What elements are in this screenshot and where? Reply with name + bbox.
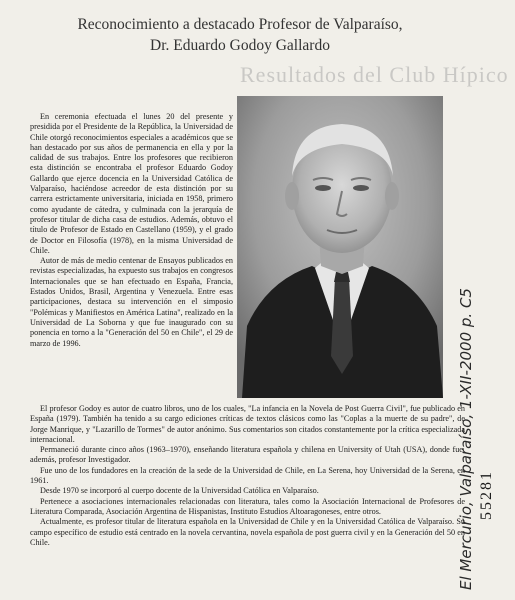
- paragraph: El profesor Godoy es autor de cuatro libros, uno de los cuales, "La infancia en la Novela de Post Guerra Civil", fue publicado en España (1979). También ha tenido a su cargo ediciones críticas de textos clásicos como las "Coplas a la muerte de su padre", de Jorge Manrique, y "Lazarillo de Tormes" de autor anónimo. Sus comentarios son citados constantemente por la crítica especializada internacional.: [30, 404, 465, 444]
- portrait-illustration: [237, 96, 443, 398]
- article-body-full-width: [30, 404, 465, 548]
- bleed-through-headline: Resultados del Club Hípico: [240, 62, 509, 87]
- article-title: [40, 14, 440, 56]
- paragraph: Permaneció durante cinco años (1963–1970), enseñando literatura española y chilena en University of Utah (USA), donde fue, además, profesor Investigador.: [30, 445, 465, 465]
- catalog-number: 55281: [478, 470, 495, 520]
- title-line-1: Reconocimiento a destacado Profesor de Valparaíso,: [77, 16, 403, 33]
- article-column-left: [30, 112, 233, 349]
- portrait-photo: [237, 96, 443, 398]
- paragraph: Fue uno de los fundadores en la creación de la sede de la Universidad de Chile, en La Serena, hoy Universidad de la Serena, en 1961.: [30, 465, 465, 486]
- handwritten-annotation: [455, 210, 515, 600]
- title-line-2: Dr. Eduardo Godoy Gallardo: [150, 37, 330, 54]
- paragraph: Desde 1970 se incorporó al cuerpo docente de la Universidad Católica en Valparaíso.: [40, 486, 319, 496]
- paragraph: Pertenece a asociaciones internacionales relacionadas con literatura, tales como la Asociación Internacional de Profesores de Literatura Comparada, Asociación Argentina de Hispanistas, Instituto Estudios Altoaragoneses, entre otros.: [30, 496, 465, 516]
- paragraph: Actualmente, es profesor titular de literatura española en la Universidad de Chile y en la Universidad Católica de Valparaíso. Su campo específico de estudio está centrado en la novela cervantina, novela española de post guerra civil y en la Generación del 50 en Chile.: [30, 517, 465, 547]
- paragraph: En ceremonia efectuada el lunes 20 del presente y presidida por el Presidente de la República, la Universidad de Chile otorgó reconocimientos especiales a académicos que se han destacado por sus años de permanencia en ella y por la calidad de sus trabajos. Entre los profesores que recibieron esta distinción se encontraba el profesor Eduardo Godoy Gallardo que ejerce docencia en la Universidad Católica de Valparaíso, haciéndose acreedor de esta distinción por su carrera estrictamente universitaria, iniciada en 1958, primero como ayudante de cátedra, y culminada con la jerarquía de profesor titular de dicha casa de estudios. Además, obtuvo el título de Profesor de Estado en Castellano (1959), y el grado de Doctor en Filosofía (1978), en la misma Universidad de Chile.: [30, 112, 233, 255]
- source-citation: El Mercurio, Valparaíso, 1-XII-2000 p. C5: [457, 288, 475, 590]
- paragraph: Autor de más de medio centenar de Ensayos publicados en revistas especializadas, ha expuesto sus trabajos en congresos Internacionales que se han efectuado en España, Francia, Estados Unidos, Brasil, Argentina y Venezuela. Entre esas participaciones, destaca su intervención en el simposio "Polémicas y Manifiestos en América Latina", realizado en la Universidad de La Soborna y que fue inaugurado con su ponencia en torno a la "Generación del 50 en Chile", el 29 de marzo de 1996.: [30, 256, 233, 348]
